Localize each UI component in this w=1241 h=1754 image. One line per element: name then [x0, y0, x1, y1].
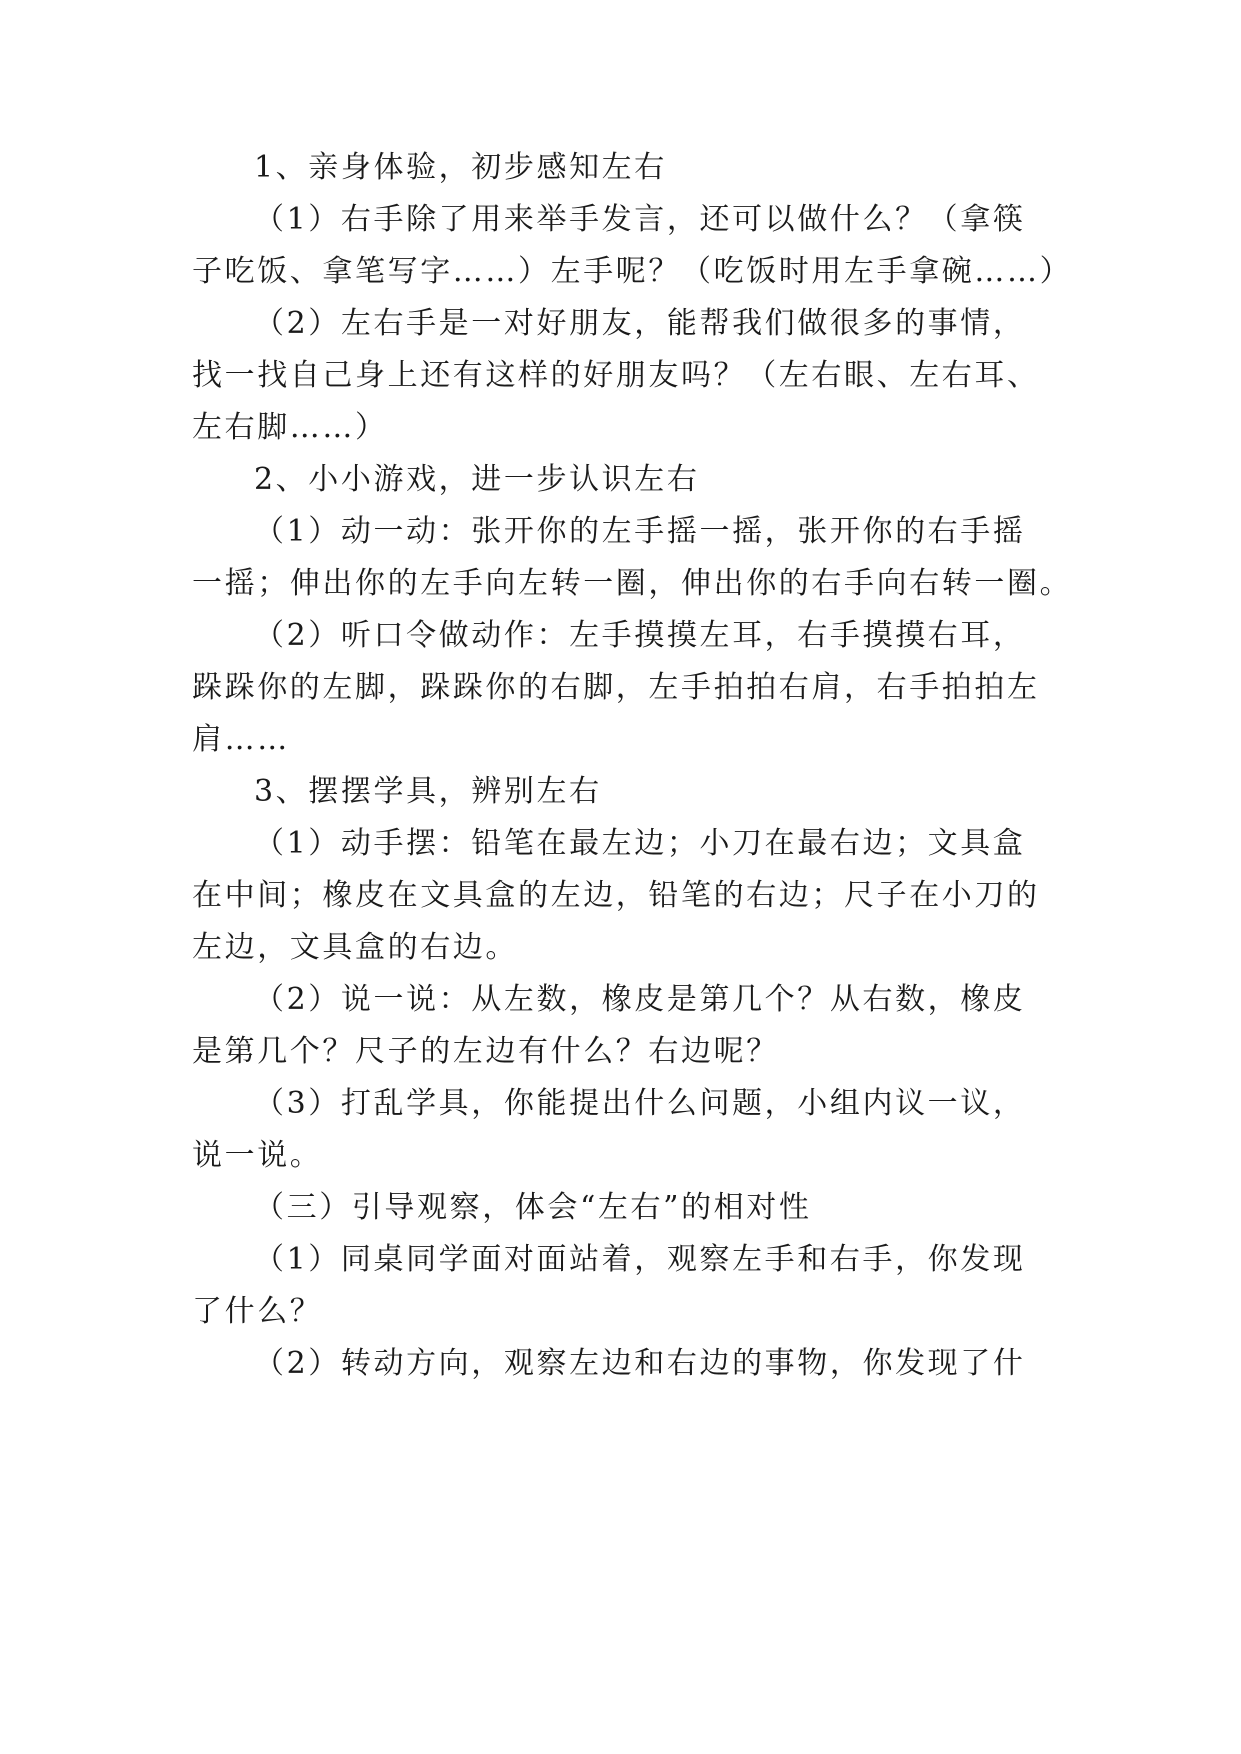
paragraph-line: 是第几个？尺子的左边有什么？右边呢？	[192, 1034, 779, 1069]
paragraph-line: （1）动手摆：铅笔在最左边；小刀在最右边；文具盒	[254, 826, 1026, 861]
section-heading-1: 1、亲身体验，初步感知左右	[254, 150, 667, 185]
paragraph-line: （1）同桌同学面对面站着，观察左手和右手，你发现	[254, 1242, 1026, 1277]
paragraph-line: 子吃饭、拿笔写字……）左手呢？（吃饭时用左手拿碗……）	[192, 254, 1073, 289]
paragraph-line: （1）动一动：张开你的左手摇一摇，张开你的右手摇	[254, 514, 1026, 549]
paragraph-line: 肩……	[192, 722, 290, 757]
paragraph-line: 在中间；橡皮在文具盒的左边，铅笔的右边；尺子在小刀的	[192, 878, 1040, 913]
paragraph-line: 跺跺你的左脚，跺跺你的右脚，左手拍拍右肩，右手拍拍左	[192, 670, 1040, 705]
paragraph-line: 找一找自己身上还有这样的好朋友吗？（左右眼、左右耳、	[192, 358, 1040, 393]
paragraph-line: 左边，文具盒的右边。	[192, 930, 518, 965]
section-heading-4: （三）引导观察，体会“左右”的相对性	[254, 1190, 812, 1225]
section-heading-2: 2、小小游戏，进一步认识左右	[254, 462, 700, 497]
paragraph-line: （2）转动方向，观察左边和右边的事物，你发现了什	[254, 1346, 1026, 1381]
paragraph-line: 说一说。	[192, 1138, 323, 1173]
section-heading-3: 3、摆摆学具，辨别左右	[254, 774, 602, 809]
paragraph-line: （2）听口令做动作：左手摸摸左耳，右手摸摸右耳，	[254, 618, 1026, 653]
paragraph-line: （3）打乱学具，你能提出什么问题，小组内议一议，	[254, 1086, 1026, 1121]
paragraph-line: 一摇；伸出你的左手向左转一圈，伸出你的右手向右转一圈。	[192, 566, 1073, 601]
paragraph-line: （2）说一说：从左数，橡皮是第几个？从右数，橡皮	[254, 982, 1026, 1017]
paragraph-line: （1）右手除了用来举手发言，还可以做什么？（拿筷	[254, 202, 1026, 237]
paragraph-line: 了什么？	[192, 1294, 323, 1329]
paragraph-line: 左右脚……）	[192, 410, 388, 445]
paragraph-line: （2）左右手是一对好朋友，能帮我们做很多的事情，	[254, 306, 1026, 341]
